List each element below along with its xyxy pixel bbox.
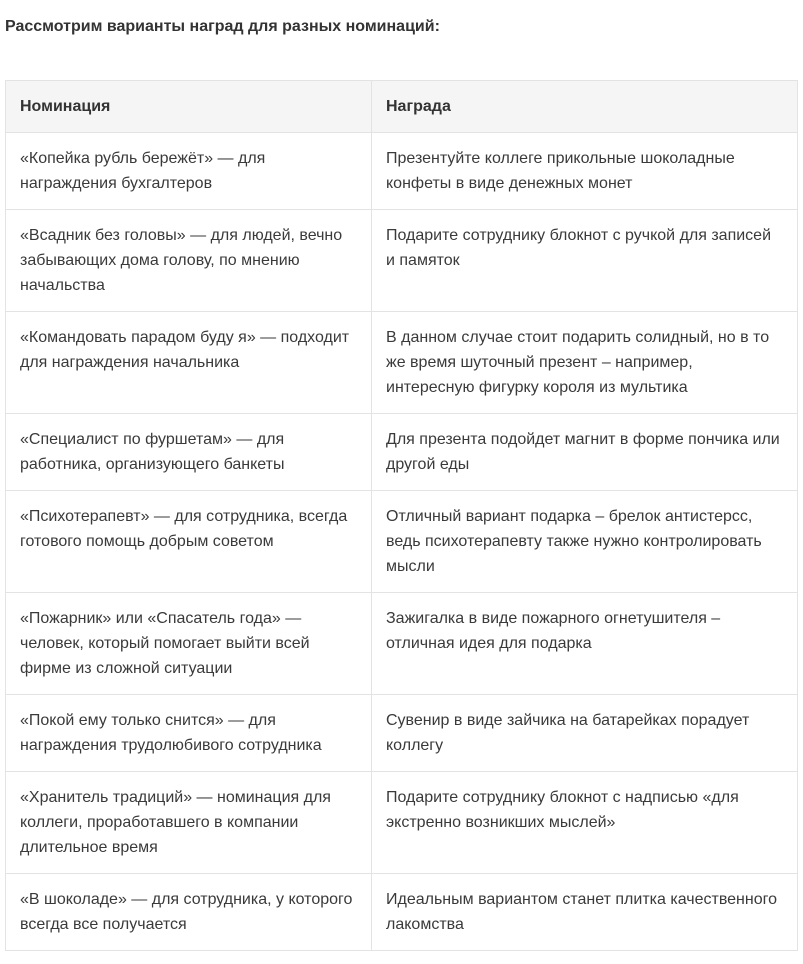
table-row <box>6 491 798 593</box>
table-row <box>6 593 798 695</box>
table-row <box>6 695 798 772</box>
table-header <box>6 81 798 133</box>
table-row <box>6 414 798 491</box>
table-row <box>6 312 798 414</box>
award-cell: В данном случае стоит подарить солидный, но в то же время шуточный презент – например, интересную фигурку короля из мультика <box>372 312 798 414</box>
award-cell: Сувенир в виде зайчика на батарейках порадует коллегу <box>372 695 798 772</box>
award-cell: Зажигалка в виде пожарного огнетушителя – отличная идея для подарка <box>372 593 798 695</box>
nomination-cell: «Специалист по фуршетам» — для работника, организующего банкеты <box>6 414 372 491</box>
table-row <box>6 874 798 951</box>
nomination-cell: «В шоколаде» — для сотрудника, у которого всегда все получается <box>6 874 372 951</box>
award-cell: Идеальным вариантом станет плитка качественного лакомства <box>372 874 798 951</box>
award-cell: Для презента подойдет магнит в форме пончика или другой еды <box>372 414 798 491</box>
award-cell: Отличный вариант подарка – брелок антистерсс, ведь психотерапевту также нужно контролировать мысли <box>372 491 798 593</box>
nomination-cell: «Хранитель традиций» — номинация для коллеги, проработавшего в компании длительное время <box>6 772 372 874</box>
intro-heading: Рассмотрим варианты наград для разных номинаций: <box>5 18 440 35</box>
header-award: Награда <box>372 81 798 133</box>
table-row <box>6 133 798 210</box>
nomination-cell: «Всадник без головы» — для людей, вечно забывающих дома голову, по мнению начальства <box>6 210 372 312</box>
award-cell: Подарите сотруднику блокнот с надписью «для экстренно возникших мыслей» <box>372 772 798 874</box>
award-cell: Презентуйте коллеге прикольные шоколадные конфеты в виде денежных монет <box>372 133 798 210</box>
table-row <box>6 772 798 874</box>
nomination-cell: «Пожарник» или «Спасатель года» — человек, который помогает выйти всей фирме из сложной ситуации <box>6 593 372 695</box>
nomination-cell: «Покой ему только снится» — для награждения трудолюбивого сотрудника <box>6 695 372 772</box>
nomination-cell: «Командовать парадом буду я» — подходит для награждения начальника <box>6 312 372 414</box>
table-row <box>6 210 798 312</box>
awards-table <box>5 80 798 951</box>
header-nomination: Номинация <box>6 81 372 133</box>
nomination-cell: «Психотерапевт» — для сотрудника, всегда готового помощь добрым советом <box>6 491 372 593</box>
header-row <box>6 81 798 133</box>
table-body <box>6 133 798 951</box>
nomination-cell: «Копейка рубль бережёт» — для награждения бухгалтеров <box>6 133 372 210</box>
award-cell: Подарите сотруднику блокнот с ручкой для записей и памяток <box>372 210 798 312</box>
